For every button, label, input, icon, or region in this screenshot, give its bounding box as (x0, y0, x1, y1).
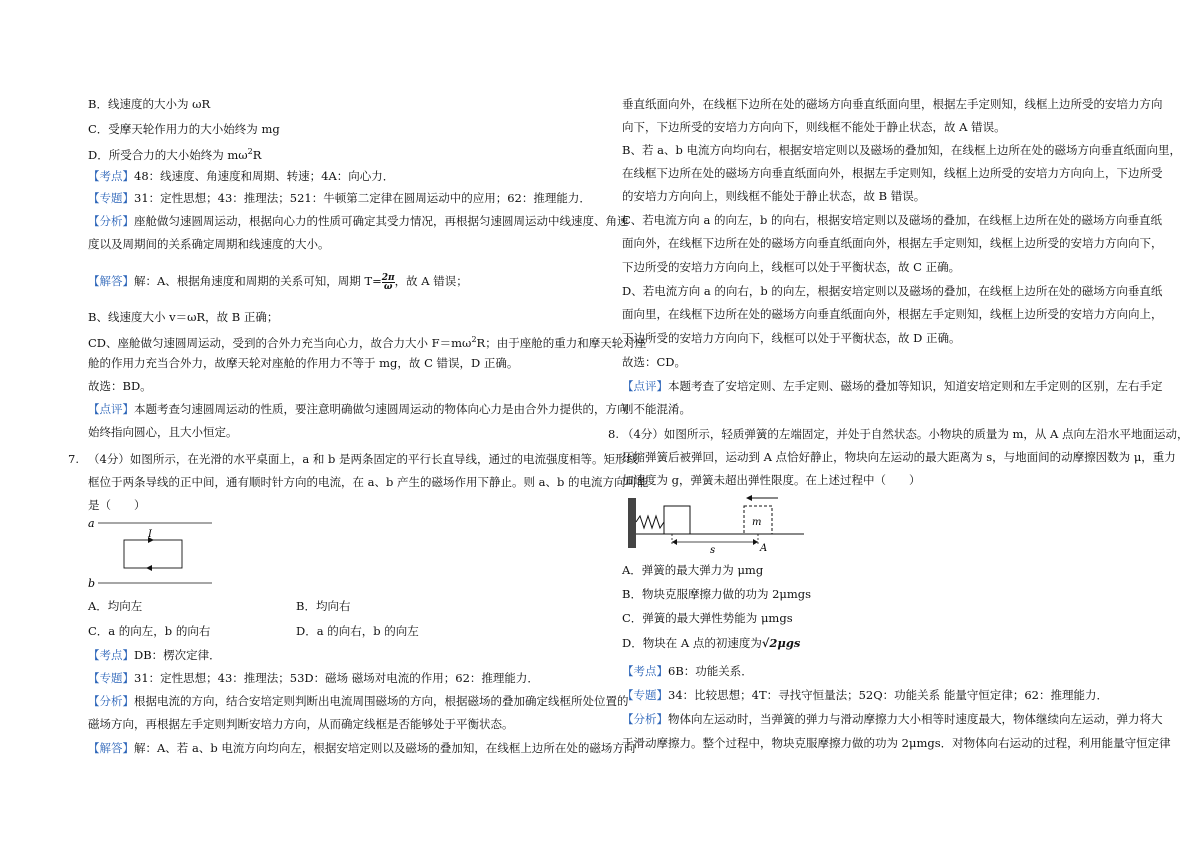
q7-cont-9: D、若电流方向 a 的向右，b 的向左，根据安培定则以及磁场的叠加，在线框上边所在处的磁场方向垂直纸 (622, 284, 1163, 298)
left-column (68, 0, 649, 848)
dianping-line-1: 本题考查匀速圆周运动的性质，要注意明确做匀速圆周运动的物体向心力是由合外力提供的，方向 (134, 402, 629, 416)
q7-dianping-line-1: 本题考查了安培定则、左手定则、磁场的叠加等知识，知道安培定则和左手定则的区别，左右手定 (668, 379, 1163, 393)
jieda-line-1b: ，故 A 错误； (394, 274, 468, 288)
jieda-line-4: 舱的作用力充当合外力，故摩天轮对座舱的作用力不等于 mg，故 C 错误，D 正确。 (88, 356, 519, 370)
q8-kaodian-text: 6B：功能关系． (668, 664, 753, 678)
q7-jieda-tag: 【解答】 (88, 741, 134, 755)
jieda-tag: 【解答】 (88, 274, 134, 288)
q7-cont-6: C、若电流方向 a 的向左，b 的向右，根据安培定则以及磁场的叠加，在线框上边所在处的磁场方向垂直纸 (622, 213, 1162, 227)
q7-cont-2: 向下，下边所受的安培力方向向下，则线框不能处于静止状态，故 A 错误。 (622, 120, 1006, 134)
dianping-prev-1 (88, 401, 629, 417)
q8-figure (628, 492, 808, 558)
q7-option-d: D．a 的向右，b 的向左 (296, 624, 419, 638)
option-d-text: D．所受合力的大小始终为 mω (88, 148, 248, 162)
q8-option-d (622, 635, 800, 651)
dianping-tag: 【点评】 (88, 402, 134, 416)
fenxi-tag: 【分析】 (88, 214, 134, 228)
q7-kaodian (88, 647, 221, 663)
q7-kaodian-tag: 【考点】 (88, 648, 134, 662)
q7-stem-3: 是（ ） (88, 498, 146, 512)
jieda-line-3a: CD、座舱做匀速圆周运动，受到的合外力充当向心力，故合力大小 F＝mω (88, 336, 472, 350)
jieda-line-5: 故选：BD。 (88, 379, 152, 393)
jieda-prev-1 (88, 273, 468, 291)
dianping-line-2: 始终指向圆心，且大小恒定。 (88, 425, 238, 439)
option-d-prev (88, 144, 261, 163)
kaodian-tag: 【考点】 (88, 169, 134, 183)
jieda-line-3-sup: 2 (471, 335, 477, 344)
q8-stem-1: （4分）如图所示，轻质弹簧的左端固定，并处于自然状态。小物块的质量为 m，从 A 点向左沿水平地面运动， (622, 427, 1189, 441)
distance-label: s (710, 545, 716, 556)
q8-stem-3: 加速度为 g，弹簧未超出弹性限度。在上述过程中（ ） (622, 473, 921, 487)
loop-rect (124, 540, 182, 568)
q7-fenxi-line-1: 根据电流的方向，结合安培定则判断出电流周围磁场的方向，根据磁场的叠加确定线框所处位置的 (134, 694, 629, 708)
zhuanti-tag: 【专题】 (88, 191, 134, 205)
option-d-sup: 2 (247, 147, 253, 156)
fenxi-line-1: 座舱做匀速圆周运动，根据向心力的性质可确定其受力情况，再根据匀速圆周运动中线速度、角速 (134, 214, 629, 228)
jieda-line-3 (88, 332, 646, 351)
q7-cont-5: 的安培力方向向上，则线框不能处于静止状态，故 B 错误。 (622, 189, 926, 203)
q7-cont-11: 下边所受的安培力方向向下，线框可以处于平衡状态，故 D 正确。 (622, 331, 961, 345)
q7-cont-1: 垂直纸面向外，在线框下边所在处的磁场方向垂直纸面向里，根据左手定则知，线框上边所受的安培力方向 (622, 97, 1163, 111)
q7-cont-3: B、若 a、b 电流方向均向右，根据安培定则以及磁场的叠加知，在线框上边所在处的磁场方向垂直纸面向里， (622, 143, 1181, 157)
q7-fenxi-1 (88, 693, 629, 709)
distance-arrow-left (672, 539, 677, 545)
zhuanti-prev (88, 190, 591, 206)
kaodian-text: 48：线速度、角速度和周期、转速；4A：向心力． (134, 169, 395, 183)
q7-dianping-line-2: 则不能混淆。 (622, 402, 691, 416)
q7-cont-12: 故选：CD。 (622, 355, 687, 369)
current-arrow-bottom (146, 565, 152, 571)
q7-stem-2: 框位于两条导线的正中间，通有顺时针方向的电流，在 a、b 产生的磁场作用下静止。则 a、b 的电流方向可能 (88, 475, 649, 489)
jieda-line-2: B、线速度大小 v＝ωR，故 B 正确； (88, 310, 279, 324)
q8-option-b: B．物块克服摩擦力做的功为 2μmgs (622, 587, 812, 601)
q7-cont-10: 面向里，在线框下边所在处的磁场方向垂直纸面向外，根据左手定则知，线框上边所受的安培力方向向上， (622, 307, 1163, 321)
option-c-prev: C．受摩天轮作用力的大小始终为 mg (88, 122, 280, 136)
kaodian-prev (88, 168, 394, 184)
mass-label: m (752, 517, 762, 528)
q8-option-d-formula: √2μgs (761, 636, 801, 650)
current-label: I (148, 529, 152, 540)
q8-fenxi-line-2: 于滑动摩擦力。整个过程中，物块克服摩擦力做的功为 2μmgs．对物体向右运动的过程，利用能量守恒定律 (622, 736, 1171, 750)
q7-option-b: B．均向右 (296, 599, 351, 613)
frac-den: ω (383, 281, 393, 292)
q8-zhuanti (622, 687, 1108, 703)
q7-kaodian-text: DB：楞次定律． (134, 648, 221, 662)
wire-a-label: a (88, 517, 95, 530)
wire-b-label: b (88, 577, 96, 590)
option-d-tail: R (252, 148, 262, 162)
q8-option-c: C．弹簧的最大弹性势能为 μmgs (622, 611, 793, 625)
q7-number: 7. (68, 452, 79, 466)
frac-num: 2π (381, 272, 395, 283)
q7-dianping-1 (622, 378, 1163, 394)
q8-kaodian (622, 663, 753, 679)
wall (628, 498, 636, 548)
fenxi-line-2: 度以及周期间的关系确定周期和线速度的大小。 (88, 237, 330, 251)
zhuanti-text: 31：定性思想；43：推理法；521：牛顿第二定律在圆周运动中的应用；62：推理能力． (134, 191, 591, 205)
jieda-line-3b: R；由于座舱的重力和摩天轮对座 (476, 336, 647, 350)
q8-zhuanti-tag: 【专题】 (622, 688, 668, 702)
q7-figure (88, 515, 218, 591)
q7-cont-4: 在线框下边所在处的磁场方向垂直纸面向外，根据左手定则知，线框上边所受的安培力方向向上，下边所受 (622, 166, 1163, 180)
q7-cont-7: 面向外，在线框下边所在处的磁场方向垂直纸面向外，根据左手定则知，线框上边所受的安培力方向向下， (622, 236, 1163, 250)
q8-option-d-text: D．物块在 A 点的初速度为 (622, 636, 762, 650)
q8-fenxi-line-1: 物体向左运动时，当弹簧的弹力与滑动摩擦力大小相等时速度最大，物体继续向左运动，弹力将大 (668, 712, 1163, 726)
q8-stem-2: 压缩弹簧后被弹回，运动到 A 点恰好静止，物块向左运动的最大距离为 s，与地面间的动摩擦因数为 μ，重力 (622, 450, 1176, 464)
block-solid (664, 506, 690, 534)
option-b-prev: B．线速度的大小为 ωR (88, 97, 211, 111)
spring (636, 516, 664, 528)
q7-zhuanti-text: 31：定性思想；43：推理法；53D：磁场 磁场对电流的作用；62：推理能力． (134, 671, 539, 685)
q7-jieda-text: 解：A、若 a、b 电流方向均向左，根据安培定则以及磁场的叠加知，在线框上边所在处的磁场方向 (134, 741, 636, 755)
period-fraction (382, 274, 395, 291)
point-a-label: A (760, 543, 768, 554)
q7-zhuanti (88, 670, 539, 686)
q7-fenxi-tag: 【分析】 (88, 694, 134, 708)
q7-option-c: C．a 的向左，b 的向右 (88, 624, 211, 638)
motion-arrow-head (746, 495, 752, 501)
q8-fenxi-1 (622, 711, 1163, 727)
q7-dianping-tag: 【点评】 (622, 379, 668, 393)
q7-fenxi-line-2: 磁场方向，再根据左手定则判断安培力方向，从而确定线框是否能够处于平衡状态。 (88, 717, 514, 731)
q7-option-a: A．均向左 (88, 599, 143, 613)
right-column (608, 0, 1189, 848)
fenxi-prev-1 (88, 213, 629, 229)
jieda-line-1a: 解：A、根据角速度和周期的关系可知，周期 T= (134, 274, 382, 288)
q8-fenxi-tag: 【分析】 (622, 712, 668, 726)
q7-zhuanti-tag: 【专题】 (88, 671, 134, 685)
q7-stem-1: （4分）如图所示，在光滑的水平桌面上，a 和 b 是两条固定的平行长直导线，通过的电流强度相等。矩形线 (88, 452, 638, 466)
q7-jieda (88, 740, 635, 756)
q8-zhuanti-text: 34：比较思想；4T：寻找守恒量法；52Q：功能关系 能量守恒定律；62：推理能力． (668, 688, 1108, 702)
q8-number: 8. (608, 427, 619, 441)
q7-cont-8: 下边所受的安培力方向向上，线框可以处于平衡状态，故 C 正确。 (622, 260, 961, 274)
q8-option-a: A．弹簧的最大弹力为 μmg (622, 563, 764, 577)
distance-arrow-right (753, 539, 758, 545)
q8-kaodian-tag: 【考点】 (622, 664, 668, 678)
